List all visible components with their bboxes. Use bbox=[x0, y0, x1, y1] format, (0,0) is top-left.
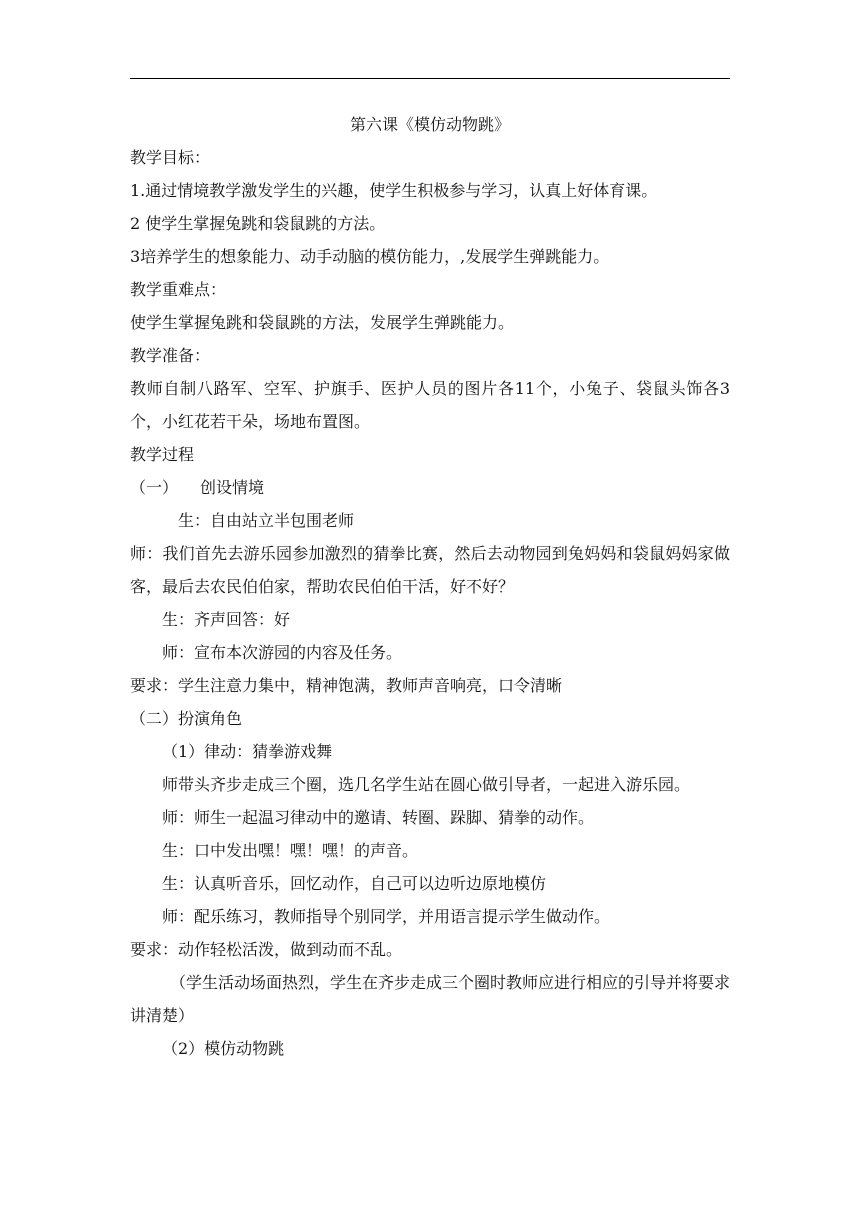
preparation-text: 教师自制八路军、空军、护旗手、医护人员的图片各11个，小兔子、袋鼠头饰各3个，小红花若干朵，场地布置图。 bbox=[130, 379, 730, 431]
objective-1: 1.通过情境教学激发学生的兴趣，使学生积极参与学习，认真上好体育课。 bbox=[130, 181, 658, 200]
section-1-line: 生：自由站立半包围老师 bbox=[178, 511, 355, 530]
section-1-line: 师：宣布本次游园的内容及任务。 bbox=[162, 643, 403, 662]
section-1-number: （一） bbox=[130, 478, 179, 497]
section-1-line: 生：齐声回答：好 bbox=[162, 610, 291, 629]
key-points-heading: 教学重难点： bbox=[130, 280, 227, 299]
document-body bbox=[130, 108, 730, 1065]
section-2-line: 生：认真听音乐，回忆动作，自己可以边听边原地模仿 bbox=[162, 874, 547, 893]
key-points-text: 使学生掌握兔跳和袋鼠跳的方法，发展学生弹跳能力。 bbox=[130, 313, 515, 332]
document-title: 第六课《模仿动物跳》 bbox=[349, 115, 510, 134]
section-2-requirement: 要求：动作轻松活泼，做到动而不乱。 bbox=[130, 940, 403, 959]
preparation-heading: 教学准备： bbox=[130, 346, 211, 365]
section-2-line: 生：口中发出嘿！嘿！嘿！的声音。 bbox=[162, 841, 419, 860]
section-2-note: （学生活动场面热烈，学生在齐步走成三个圈时教师应进行相应的引导并将要求讲清楚） bbox=[130, 973, 731, 1025]
section-2-line: 师：配乐练习，教师指导个别同学，并用语言提示学生做动作。 bbox=[162, 907, 611, 926]
section-1-line: 师：我们首先去游乐园参加激烈的猜拳比赛，然后去动物园到兔妈妈和袋鼠妈妈家做客，最后去农民伯伯家，帮助农民伯伯干活，好不好？ bbox=[130, 544, 730, 596]
objective-2: 2 使学生掌握兔跳和袋鼠跳的方法。 bbox=[130, 214, 386, 233]
section-1-heading bbox=[130, 471, 730, 504]
objectives-heading: 教学目标： bbox=[130, 148, 211, 167]
section-2-subheading: （1）律动：猜拳游戏舞 bbox=[162, 742, 333, 761]
objective-3: 3培养学生的想象能力、动手动脑的模仿能力，,发展学生弹跳能力。 bbox=[130, 247, 610, 266]
section-1-title: 创设情境 bbox=[200, 478, 265, 497]
section-2-subheading: （2）模仿动物跳 bbox=[162, 1039, 285, 1058]
process-heading: 教学过程 bbox=[130, 445, 195, 464]
section-2-heading: （二）扮演角色 bbox=[130, 709, 243, 728]
section-2-line: 师：师生一起温习律动中的邀请、转圈、跺脚、猜拳的动作。 bbox=[162, 808, 595, 827]
section-2-line: 师带头齐步走成三个圈，选几名学生站在圆心做引导者，一起进入游乐园。 bbox=[162, 775, 691, 794]
header-rule bbox=[130, 78, 730, 79]
section-1-requirement: 要求：学生注意力集中，精神饱满，教师声音响亮，口令清晰 bbox=[130, 676, 563, 695]
